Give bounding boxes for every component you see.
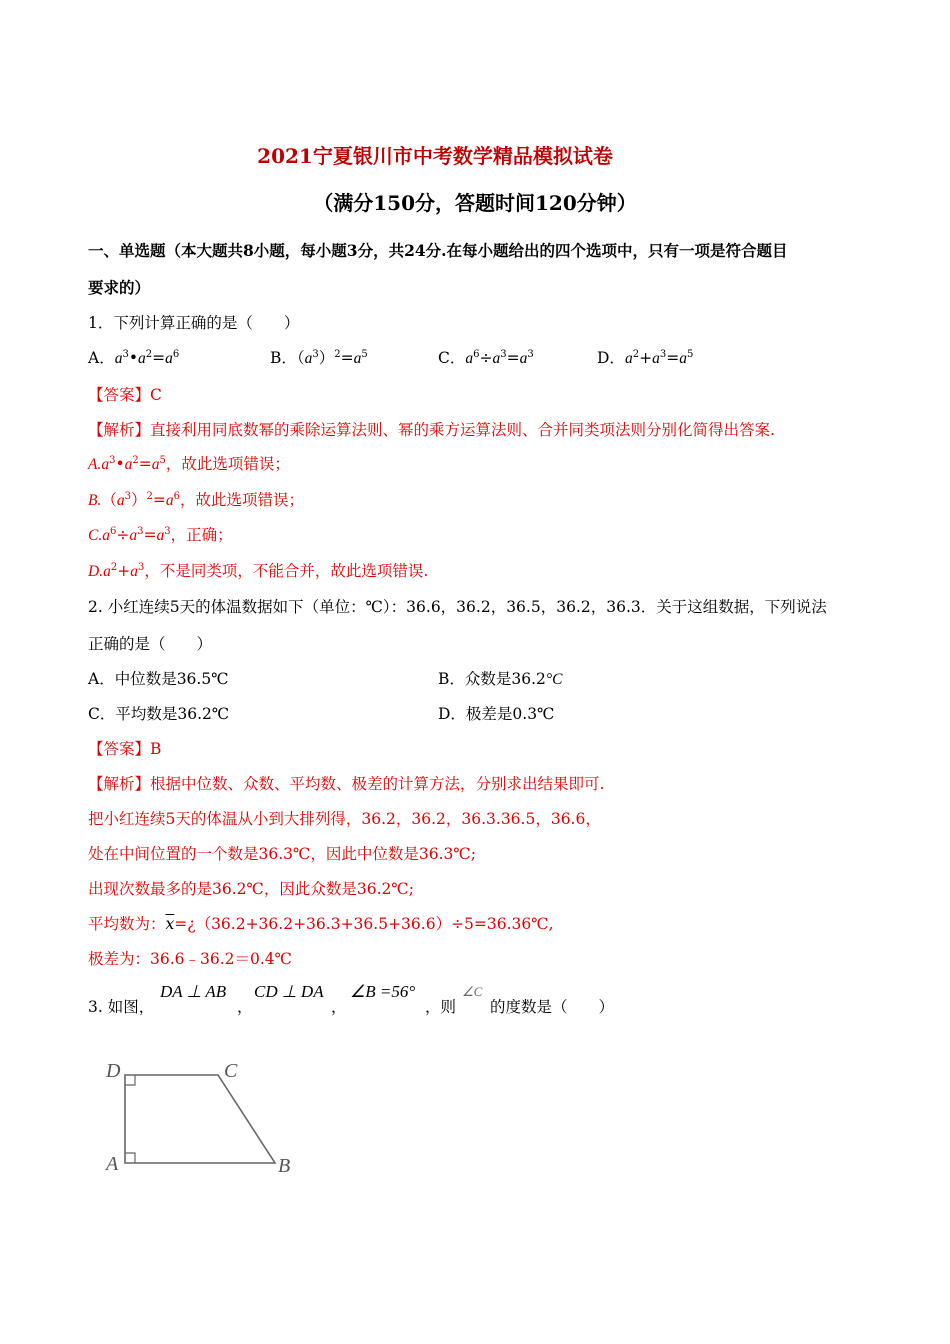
q2-stem-line2: 正确的是（ ） [88, 635, 213, 653]
q1-stem: 1．下列计算正确的是（ ） [88, 314, 300, 332]
vertex-label-d: D [106, 1060, 121, 1082]
section-heading-line1: 一、单选题（本大题共8小题，每小题3分，共24分.在每小题给出的四个选项中，只有一项是符合题目 [88, 241, 788, 260]
q1-option-a: A．$a^3•a^2=a^6$ [88, 349, 180, 367]
q1-analysis-d: $D.a^2+a^3$，不是同类项，不能合并，故此选项错误. [88, 562, 429, 580]
q2-option-d: D．极差是0.3℃ [438, 705, 555, 723]
trapezoid-shape [125, 1075, 275, 1163]
q2-option-c: C．平均数是36.2℃ [88, 705, 230, 723]
q2-analysis-line1: 把小红连续5天的体温从小到大排列得，36.2，36.2，36.3.36.5，36.6， [88, 810, 601, 828]
trapezoid-diagram [100, 1050, 320, 1190]
q1-option-c: C．$a^6\div a^3=a^3$ [438, 349, 534, 367]
vertex-label-b: B [278, 1155, 291, 1177]
q3-prefix: 3. 如图， [88, 998, 155, 1016]
q2-analysis-line4: 平均数为：$\overline{x}=¿(36.2+36.2+36.3+36.5+36.6)\div 5=36.36℃$, [88, 915, 554, 933]
q2-analysis-line5: 极差为：36.6﹣36.2＝0.4℃ [88, 950, 293, 968]
exam-title: 2021宁夏银川市中考数学精品模拟试卷 [257, 144, 613, 168]
q2-analysis-line2: 处在中间位置的一个数是36.3℃，因此中位数是36.3℃; [88, 845, 476, 863]
q2-analysis-line3: 出现次数最多的是36.2℃，因此众数是36.2℃; [88, 880, 414, 898]
q1-answer: 【答案】C [88, 386, 162, 404]
q3-angle-c: ∠C [462, 984, 483, 999]
q1-option-b: B．$(a^3)^2=a^5$ [270, 349, 368, 367]
q3-condition-3: ∠B =56° [350, 982, 416, 1001]
q2-stem-line1: 2. 小红连续5天的体温数据如下（单位：℃）：36.6，36.2，36.5，36.2，36.3．关于这组数据，下列说法 [88, 598, 827, 616]
q1-option-d: D．$a^2+a^3=a^5$ [597, 349, 694, 367]
right-angle-mark-a [125, 1153, 135, 1163]
right-angle-mark-d [125, 1075, 135, 1085]
q3-suffix: 的度数是（ ） [490, 998, 615, 1016]
q1-analysis-a: $A.a^3•a^2=a^5$，故此选项错误； [88, 455, 290, 473]
q2-option-a: A．中位数是36.5℃ [88, 670, 229, 688]
q1-analysis-b: $B.(a^3)^2=a^6$，故此选项错误； [88, 491, 305, 509]
trapezoid-figure [100, 1050, 320, 1194]
q1-analysis-c: $C.a^6\div a^3=a^3$，正确； [88, 526, 233, 544]
q3-sep-1: ， [237, 998, 253, 1016]
vertex-label-a: A [106, 1153, 119, 1175]
q3-condition-2: CD ⊥ DA [254, 982, 324, 1001]
q2-answer: 【答案】B [88, 740, 162, 758]
q3-sep-2: ， [331, 998, 347, 1016]
q2-analysis: 【解析】根据中位数、众数、平均数、极差的计算方法，分别求出结果即可. [88, 775, 605, 793]
exam-subtitle: （满分150分，答题时间120分钟） [313, 191, 637, 215]
q2-option-b: B．众数是36.2°C [438, 670, 563, 688]
vertex-label-c: C [224, 1060, 238, 1082]
q1-analysis: 【解析】直接利用同底数幂的乘除运算法则、幂的乘方运算法则、合并同类项法则分别化简得出答案. [88, 421, 775, 439]
q3-condition-1: DA ⊥ AB [160, 982, 227, 1001]
section-heading-line2: 要求的） [88, 278, 151, 297]
q3-then: ，则 [425, 998, 457, 1016]
